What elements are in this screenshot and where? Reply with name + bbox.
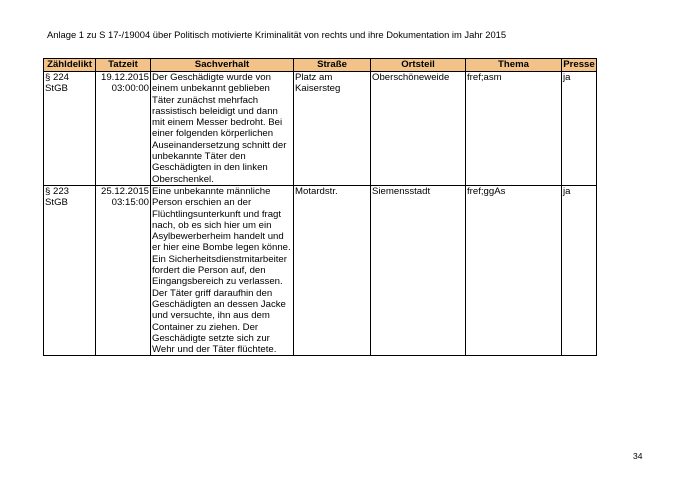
column-header-thema: Thema — [466, 59, 562, 72]
cell-date: 19.12.2015 — [100, 72, 149, 83]
document-heading: Anlage 1 zu S 17-/19004 über Politisch motivierte Kriminalität von rechts und ihre Dokumentation im Jahr 2015 — [47, 29, 507, 40]
cell-time: 03:00:00 — [111, 83, 149, 95]
cell-presse: ja — [562, 72, 597, 186]
cell-ortsteil: Siemensstadt — [371, 185, 466, 355]
cell-strasse: Motardstr. — [294, 185, 371, 355]
table-row — [44, 72, 597, 186]
column-header-ortsteil: Ortsteil — [371, 59, 466, 72]
crime-table — [43, 58, 597, 356]
cell-delikt: § 223 StGB — [44, 185, 96, 355]
column-header-strasse: Straße — [294, 59, 371, 72]
cell-sachverhalt: Der Geschädigte wurde von einem unbekannt geblieben Täter zunächst mehrfach rassistisch beleidigt und dann mit einem Messer bedroht. Bei einer folgenden körperlichen Auseinandersetzung schnitt der unbekannte Täter den Geschädigten in den linken Oberschenkel. — [151, 72, 294, 186]
cell-strasse: Platz am Kaisersteg — [294, 72, 371, 186]
page-number: 34 — [633, 451, 643, 461]
cell-sachverhalt: Eine unbekannte männliche Person erschien an der Flüchtlingsunterkunft und fragt nach, ob es sich hier um ein Asylbewerberheim handelt und er hier eine Bombe legen könne. Ein Sicherheitsdienstmitarbeiter fordert die Person auf, den Eingangsbereich zu verlassen. Der Täter griff daraufhin den Geschädigten an dessen Jacke und versuchte, ihn aus dem Container zu ziehen. Der Geschädigte setzte sich zur Wehr und der Täter flüchtete. — [151, 185, 294, 355]
cell-time: 03:15:00 — [111, 197, 149, 209]
column-header-tatzeit: Tatzeit — [96, 59, 151, 72]
cell-presse: ja — [562, 185, 597, 355]
table-header-row — [44, 59, 597, 72]
cell-date: 25.12.2015 — [100, 185, 149, 197]
column-header-sachverhalt: Sachverhalt — [151, 59, 294, 72]
cell-ortsteil: Oberschöneweide — [371, 72, 466, 186]
cell-tatzeit — [96, 185, 151, 355]
cell-tatzeit — [96, 72, 151, 186]
cell-thema: fref;asm — [466, 72, 562, 186]
table-row — [44, 185, 597, 355]
column-header-presse: Presse — [563, 59, 595, 70]
cell-delikt: § 224 StGB — [44, 72, 96, 186]
cell-thema: fref;ggAs — [466, 185, 562, 355]
column-header-zaehldelikt: Zähldelikt — [44, 59, 96, 72]
